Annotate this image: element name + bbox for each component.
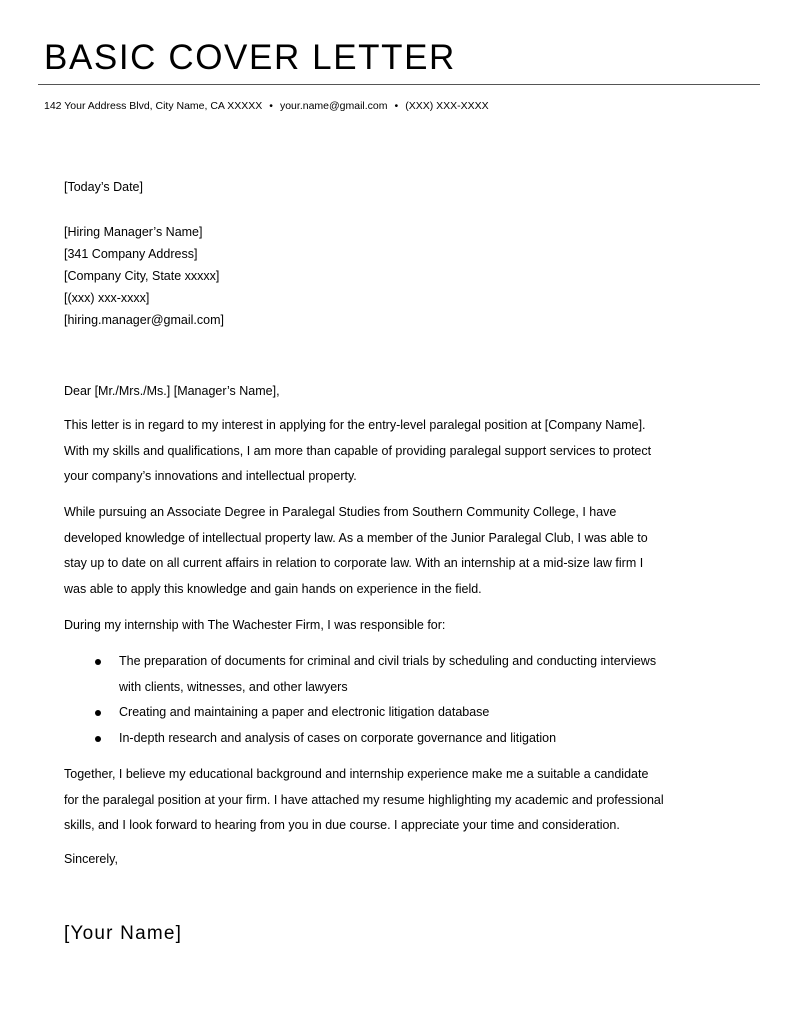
paragraph-line: for the paralegal position at your firm. I have attached my resume highlighting my academic and professional	[64, 792, 664, 807]
list-item-line: In-depth research and analysis of cases on corporate governance and litigation	[119, 730, 557, 745]
paragraph-intro	[64, 413, 744, 490]
bullet-separator: •	[394, 100, 399, 112]
paragraph-line: Together, I believe my educational background and internship experience make me a suitable a candidate	[64, 767, 649, 781]
sender-email: your.name@gmail.com	[279, 100, 388, 112]
bullet-separator: •	[269, 100, 273, 112]
recipient-block	[64, 221, 224, 331]
paragraph-line: With my skills and qualifications, I am more than capable of providing paralegal support services to protect	[64, 443, 652, 458]
list-item	[64, 726, 744, 752]
recipient-phone: [(xxx) xxx-xxxx]	[64, 291, 150, 305]
header-divider	[38, 84, 760, 85]
recipient-city: [Company City, State xxxxx]	[64, 269, 220, 283]
paragraph-line: your company’s innovations and intellectual property.	[64, 469, 357, 483]
recipient-address: [341 Company Address]	[64, 247, 198, 261]
paragraph-conclusion	[64, 762, 744, 839]
paragraph-line: stay up to date on all current affairs in relation to corporate law. With an internship at a mid-size law firm I	[64, 556, 644, 570]
bullet-icon	[95, 736, 101, 742]
paragraph-line: During my internship with The Wachester Firm, I was responsible for:	[64, 618, 446, 632]
closing: Sincerely,	[64, 852, 118, 866]
list-item	[64, 649, 744, 700]
paragraph-line: While pursuing an Associate Degree in Paralegal Studies from Southern Community College, I have	[64, 505, 617, 519]
paragraph-education	[64, 500, 744, 602]
bullet-icon	[95, 659, 101, 665]
letter-date: [Today’s Date]	[64, 180, 143, 194]
paragraph-line: developed knowledge of intellectual property law. As a member of the Junior Paralegal Club, I was able to	[64, 530, 648, 545]
paragraph-line: This letter is in regard to my interest in applying for the entry-level paralegal position at [Company Name].	[64, 418, 646, 432]
contact-line	[44, 100, 489, 112]
recipient-name: [Hiring Manager’s Name]	[64, 225, 203, 239]
signature-name: [Your Name]	[64, 923, 183, 944]
list-item-line: Creating and maintaining a paper and electronic litigation database	[119, 705, 490, 719]
paragraph-internship	[64, 613, 744, 639]
salutation: Dear [Mr./Mrs./Ms.] [Manager’s Name],	[64, 384, 280, 398]
recipient-email: [hiring.manager@gmail.com]	[64, 313, 224, 327]
list-item-line: The preparation of documents for criminal and civil trials by scheduling and conducting interviews	[119, 654, 657, 668]
list-item-line: with clients, witnesses, and other lawyers	[119, 679, 348, 694]
document-title: BASIC COVER LETTER	[44, 38, 456, 77]
bullet-icon	[95, 710, 101, 716]
responsibility-list	[64, 649, 744, 751]
list-item	[64, 700, 744, 726]
sender-address: 142 Your Address Blvd, City Name, CA XXXXX	[44, 100, 263, 112]
paragraph-line: skills, and I look forward to hearing from you in due course. I appreciate your time and consideration.	[64, 818, 620, 832]
sender-phone: (XXX) XXX-XXXX	[405, 100, 489, 112]
paragraph-line: was able to apply this knowledge and gain hands on experience in the field.	[64, 581, 482, 596]
